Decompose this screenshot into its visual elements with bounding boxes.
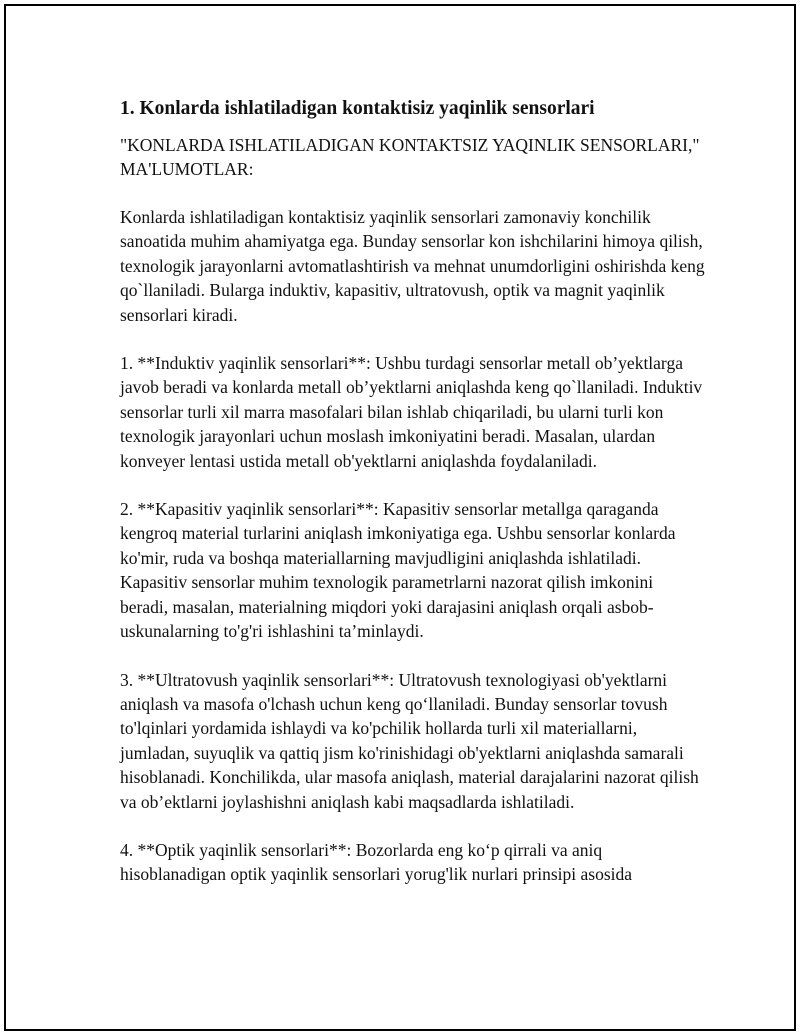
document-page: [4, 4, 796, 1031]
document-body: [120, 94, 705, 911]
document-title: 1. Konlarda ishlatiladigan kontaktisiz yaqinlik sensorlari: [120, 98, 595, 119]
ultrasonic-sensors-paragraph: 3. **Ultratovush yaqinlik sensorlari**: Ultratovush texnologiyasi ob'yektlarni aniqlash va masofa o'lchash uchun keng qo‘llaniladi. Bunday sensorlar tovush to'lqinlari yordamida ishlaydi va ko'pchilik hollarda turli xil materiallarni, jumladan, suyuqlik va qattiq jism ko'rinishidagi ob'yektlarni aniqlashda samarali hisoblanadi. Konchilikda, ular masofa aniqlash, material darajalarini nazorat qilish va ob’ektlarni joylashishni aniqlash kabi maqsadlarda ishlatiladi.: [120, 669, 699, 812]
intro-paragraph: Konlarda ishlatiladigan kontaktisiz yaqinlik sensorlari zamonaviy konchilik sanoatida muhim ahamiyatga ega. Bunday sensorlar kon ishchilarini himoya qilish, texnologik jarayonlarni avtomatlashtirish va mehnat unumdorligini oshirishda keng qo`llaniladi. Bularga induktiv, kapasitiv, ultratovush, optik va magnit yaqinlik sensorlari kiradi.: [120, 207, 705, 325]
inductive-sensors-paragraph: 1. **Induktiv yaqinlik sensorlari**: Ushbu turdagi sensorlar metall ob’yektlarga javob beradi va konlarda metall ob’yektlarni aniqlashda keng qo`llaniladi. Induktiv sensorlar turli xil marra masofalari bilan ishlab chiqariladi, bu ularni turli kon texnologik jarayonlari uchun moslash imkoniyatini beradi. Masalan, ulardan konveyer lentasi ustida metall ob'yektlarni aniqlashda foydalaniladi.: [120, 353, 703, 471]
optical-sensors-paragraph: 4. **Optik yaqinlik sensorlari**: Bozorlarda eng ko‘p qirrali va aniq hisoblanadigan optik yaqinlik sensorlari yorug'lik nurlari prinsipi asosida: [120, 839, 633, 885]
capacitive-sensors-paragraph: 2. **Kapasitiv yaqinlik sensorlari**: Kapasitiv sensorlar metallga qaraganda kengroq material turlarini aniqlash imkoniyatiga ega. Ushbu sensorlar konlarda ko'mir, ruda va boshqa materiallarning mavjudligini aniqlashda ishlatiladi. Kapasitiv sensorlar muhim texnologik parametrlarni nazorat qilish imkonini beradi, masalan, materialning miqdori yoki darajasini aniqlash orqali asbob-uskunalarning to'g'ri ishlashini ta’minlaydi.: [120, 499, 676, 642]
document-subtitle: "KONLARDA ISHLATILADIGAN KONTAKTSIZ YAQINLIK SENSORLARI," MA'LUMOTLAR:: [120, 135, 700, 179]
